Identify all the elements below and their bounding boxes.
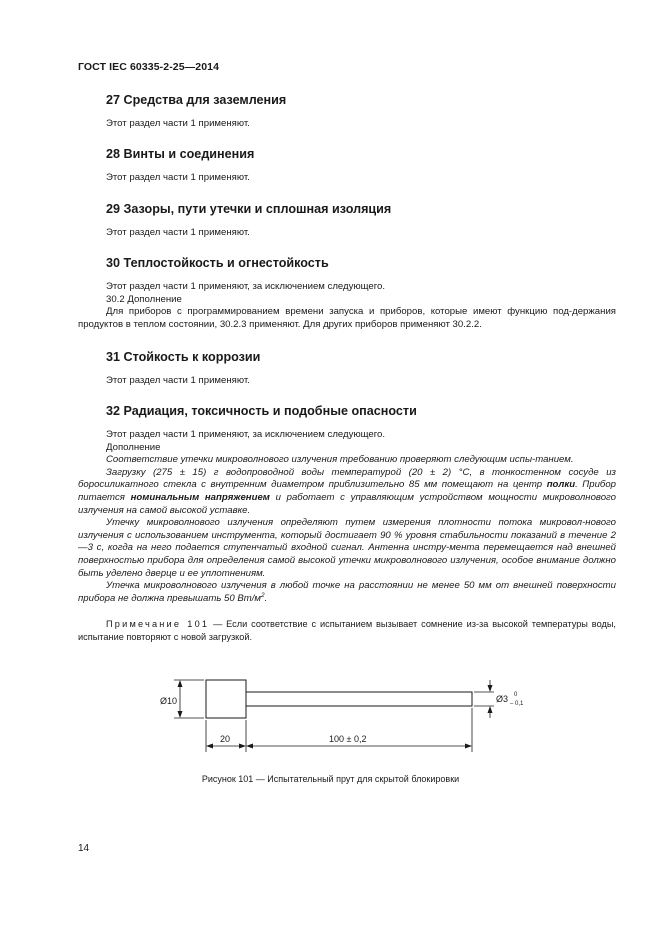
defined-term: полки: [546, 479, 576, 491]
section-30-title: 30 Теплостойкость и огнестойкость: [106, 256, 329, 270]
section-27: [78, 93, 616, 131]
dim-rod-length: 100 ± 0,2: [329, 734, 367, 744]
section-27-text: Этот раздел части 1 применяют.: [106, 118, 250, 129]
section-31: [78, 350, 616, 388]
test-rod-drawing: [150, 672, 550, 772]
dim-rod-diameter: Ø3: [496, 694, 509, 704]
arrowhead: [239, 744, 246, 749]
rod-head: [206, 680, 246, 718]
standard-header: ГОСТ IEC 60335-2-25—2014: [78, 61, 220, 73]
arrowhead: [178, 680, 183, 687]
section-31-title: 31 Стойкость к коррозии: [106, 350, 261, 364]
arrowhead: [488, 706, 493, 713]
note-101: [78, 618, 616, 643]
section-32-addition: Дополнение: [106, 441, 161, 453]
figure-caption: Рисунок 101 — Испытательный прут для скрытой блокировки: [201, 774, 460, 784]
arrowhead: [465, 744, 472, 749]
section-29-title: 29 Зазоры, пути утечки и сплошная изоляция: [106, 202, 392, 216]
section-30-paragraph: Этот раздел части 1 применяют, за исключением следующего.: [106, 281, 386, 292]
section-28: [78, 147, 616, 185]
section-28-title: 28 Винты и соединения: [106, 147, 255, 161]
text-run: и работает с управляющим устройством мощности микроволнового излучения на самой высокой уставке.: [78, 491, 616, 516]
defined-term: номинальным напряжением: [130, 491, 270, 503]
rod-shaft: [246, 692, 472, 706]
superscript: 2: [261, 591, 265, 599]
figure-101: [150, 672, 550, 772]
text-run: Загрузку (275 ± 15) г водопроводной воды температурой (20 ± 2) °С, в тонкостенном сосуде из боросиликатного стекла с внутренним диаметром приблизительно 85 мм помещают на центр: [78, 466, 616, 491]
text-run: .: [264, 592, 268, 604]
text-run: Утечка микроволнового излучения в любой точке на расстоянии не менее 50 мм от внешней поверхности прибора не должна превышать 50 Вт/м: [78, 580, 616, 604]
section-29: [78, 202, 616, 240]
section-30-subclause: 30.2 Дополнение: [106, 293, 182, 305]
section-32-paragraph: Утечку микроволнового излучения определяют путем измерения плотности потока микровол-нового излучения с использованием инструмента, который достигает 90 % уровня стабильности показаний в течение 2—3 с, когда на него подается ступенчатый входной сигнал. Антенна инстру-мента перемещается над внешней поверхностью прибора для определения самой высокой утечки микроволнового излучения, особое внимание должно быть уделено дверце и ее уплотнениям.: [78, 517, 616, 579]
section-30: [78, 256, 616, 331]
section-32-paragraph: [78, 580, 616, 605]
arrowhead: [246, 744, 253, 749]
dim-head-length: 20: [220, 734, 231, 744]
section-28-text: Этот раздел части 1 применяют.: [106, 172, 250, 183]
tolerance-upper: 0: [514, 692, 518, 698]
section-32: [78, 404, 616, 644]
note-label: Примечание 101: [106, 619, 210, 630]
arrowhead: [178, 711, 183, 718]
section-29-text: Этот раздел части 1 применяют.: [106, 227, 250, 238]
section-32-paragraph: Соответствие утечки микроволнового излучения требованию проверяют следующим испы-танием.: [106, 454, 574, 466]
note-text: — Если соответствие с испытанием вызывает сомнение из-за высокой температуры воды, испытание повторяют с новой загрузкой.: [78, 619, 616, 642]
section-27-title: 27 Средства для заземления: [106, 93, 287, 107]
page-number: 14: [78, 843, 90, 854]
tolerance-lower: – 0,1: [510, 701, 524, 707]
arrowhead: [488, 685, 493, 692]
section-30-paragraph: Для приборов с программированием времени запуска и приборов, которые имеют функцию под-держания продуктов в теплом состоянии, 30.2.3 применяют. Для других приборов применяют 30.2.2.: [78, 306, 616, 330]
section-31-text: Этот раздел части 1 применяют.: [106, 375, 250, 386]
arrowhead: [206, 744, 213, 749]
dim-head-diameter: Ø10: [160, 696, 178, 706]
section-32-paragraph: [78, 467, 616, 517]
text-run: . Прибор питается: [78, 479, 617, 503]
section-32-title: 32 Радиация, токсичность и подобные опасности: [106, 404, 417, 418]
section-32-paragraph: Этот раздел части 1 применяют, за исключением следующего.: [106, 429, 386, 440]
